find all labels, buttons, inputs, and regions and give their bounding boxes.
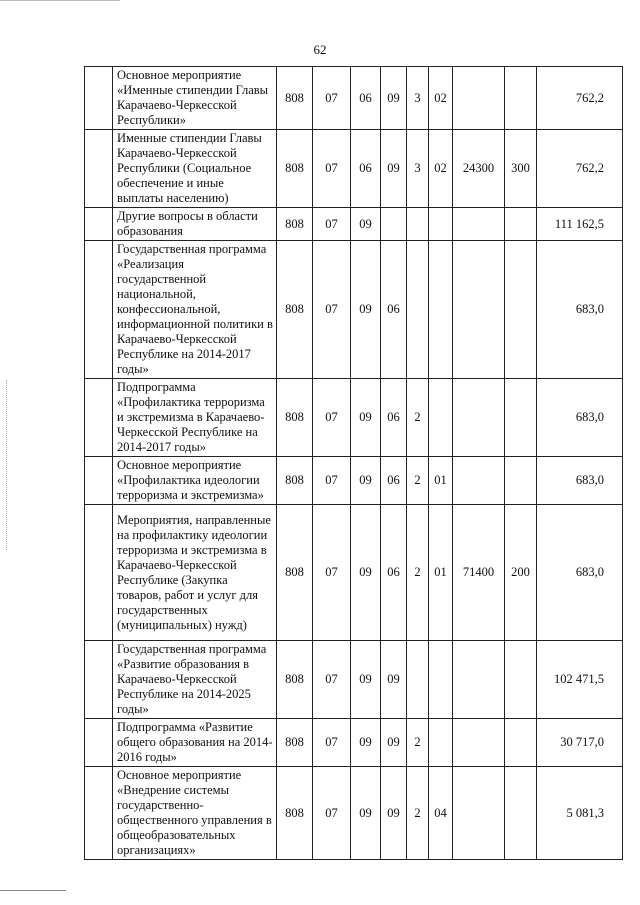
expense-type-cell <box>505 767 537 860</box>
section-code-cell: 07 <box>313 241 351 379</box>
activity-code-cell <box>429 719 453 767</box>
subsection-code-cell: 06 <box>351 67 381 130</box>
row-number-cell <box>85 719 113 767</box>
amount-cell: 30 717,0 <box>537 719 623 767</box>
subsection-code-cell: 09 <box>351 719 381 767</box>
description-cell: Другие вопросы в области образования <box>113 208 277 241</box>
expense-type-cell <box>505 241 537 379</box>
subprogram-code-cell: 2 <box>407 719 429 767</box>
expense-type-cell: 200 <box>505 505 537 641</box>
ministry-code-cell: 808 <box>277 67 313 130</box>
ministry-code-cell: 808 <box>277 719 313 767</box>
row-number-cell <box>85 767 113 860</box>
program-code-cell <box>381 208 407 241</box>
activity-code-cell: 02 <box>429 67 453 130</box>
amount-cell: 5 081,3 <box>537 767 623 860</box>
amount-cell: 111 162,5 <box>537 208 623 241</box>
subsection-code-cell: 09 <box>351 457 381 505</box>
amount-cell: 102 471,5 <box>537 641 623 719</box>
program-code-cell: 09 <box>381 67 407 130</box>
subprogram-code-cell: 3 <box>407 67 429 130</box>
activity-code-cell: 04 <box>429 767 453 860</box>
section-code-cell: 07 <box>313 457 351 505</box>
ministry-code-cell: 808 <box>277 767 313 860</box>
program-code-cell: 06 <box>381 241 407 379</box>
row-number-cell <box>85 505 113 641</box>
amount-cell: 683,0 <box>537 505 623 641</box>
subsection-code-cell: 09 <box>351 767 381 860</box>
description-cell: Государственная программа «Развитие образования в Карачаево-Черкесской Республике на 2014-2025 годы» <box>113 641 277 719</box>
expense-type-cell <box>505 641 537 719</box>
activity-code-cell <box>429 641 453 719</box>
ministry-code-cell: 808 <box>277 130 313 208</box>
row-number-cell <box>85 130 113 208</box>
expense-type-cell: 300 <box>505 130 537 208</box>
table-row <box>85 719 623 767</box>
activity-code-cell <box>429 379 453 457</box>
direction-code-cell <box>453 67 505 130</box>
table-row <box>85 641 623 719</box>
description-cell: Основное мероприятие «Внедрение системы государственно-общественного управления в общеобразовательных организациях» <box>113 767 277 860</box>
subprogram-code-cell: 2 <box>407 457 429 505</box>
scan-edge-mark <box>0 890 66 891</box>
table-row <box>85 67 623 130</box>
activity-code-cell <box>429 241 453 379</box>
table-row <box>85 767 623 860</box>
subprogram-code-cell <box>407 241 429 379</box>
direction-code-cell: 71400 <box>453 505 505 641</box>
section-code-cell: 07 <box>313 505 351 641</box>
program-code-cell: 09 <box>381 767 407 860</box>
description-cell: Мероприятия, направленные на профилактику идеологии терроризма и экстремизма в Карачаево-Черкесской Республике (Закупка товаров, работ и услуг для государственных (муниципальных) нужд) <box>113 505 277 641</box>
table-row <box>85 130 623 208</box>
program-code-cell: 06 <box>381 379 407 457</box>
program-code-cell: 09 <box>381 641 407 719</box>
subprogram-code-cell: 2 <box>407 379 429 457</box>
table-row <box>85 241 623 379</box>
row-number-cell <box>85 67 113 130</box>
description-cell: Основное мероприятие «Профилактика идеологии терроризма и экстремизма» <box>113 457 277 505</box>
row-number-cell <box>85 241 113 379</box>
ministry-code-cell: 808 <box>277 208 313 241</box>
program-code-cell: 09 <box>381 719 407 767</box>
ministry-code-cell: 808 <box>277 505 313 641</box>
subsection-code-cell: 09 <box>351 379 381 457</box>
table-row <box>85 457 623 505</box>
page-number: 62 <box>313 42 327 57</box>
direction-code-cell <box>453 208 505 241</box>
direction-code-cell <box>453 719 505 767</box>
subprogram-code-cell: 3 <box>407 130 429 208</box>
budget-table <box>84 66 623 860</box>
activity-code-cell: 01 <box>429 457 453 505</box>
description-cell: Государственная программа «Реализация государственной национальной, конфессиональной, информационной политики в Карачаево-Черкесской Республике на 2014-2017 годы» <box>113 241 277 379</box>
amount-cell: 683,0 <box>537 379 623 457</box>
program-code-cell: 09 <box>381 130 407 208</box>
section-code-cell: 07 <box>313 767 351 860</box>
subprogram-code-cell: 2 <box>407 767 429 860</box>
direction-code-cell: 24300 <box>453 130 505 208</box>
row-number-cell <box>85 641 113 719</box>
table-row <box>85 505 623 641</box>
subprogram-code-cell: 2 <box>407 505 429 641</box>
subsection-code-cell: 06 <box>351 130 381 208</box>
section-code-cell: 07 <box>313 379 351 457</box>
activity-code-cell: 02 <box>429 130 453 208</box>
description-cell: Именные стипендии Главы Карачаево-Черкесской Республики (Социальное обеспечение и иные выплаты населению) <box>113 130 277 208</box>
scan-edge-mark <box>6 380 8 550</box>
subsection-code-cell: 09 <box>351 641 381 719</box>
section-code-cell: 07 <box>313 208 351 241</box>
ministry-code-cell: 808 <box>277 379 313 457</box>
section-code-cell: 07 <box>313 719 351 767</box>
amount-cell: 762,2 <box>537 130 623 208</box>
scan-edge-mark <box>0 0 120 7</box>
expense-type-cell <box>505 208 537 241</box>
expense-type-cell <box>505 719 537 767</box>
subprogram-code-cell <box>407 208 429 241</box>
ministry-code-cell: 808 <box>277 241 313 379</box>
direction-code-cell <box>453 641 505 719</box>
subsection-code-cell: 09 <box>351 505 381 641</box>
program-code-cell: 06 <box>381 505 407 641</box>
row-number-cell <box>85 208 113 241</box>
table-body <box>85 67 623 860</box>
amount-cell: 683,0 <box>537 457 623 505</box>
description-cell: Основное мероприятие «Именные стипендии Главы Карачаево-Черкесской Республики» <box>113 67 277 130</box>
activity-code-cell: 01 <box>429 505 453 641</box>
subsection-code-cell: 09 <box>351 241 381 379</box>
expense-type-cell <box>505 67 537 130</box>
table-row <box>85 379 623 457</box>
expense-type-cell <box>505 457 537 505</box>
description-cell: Подпрограмма «Развитие общего образования на 2014-2016 годы» <box>113 719 277 767</box>
amount-cell: 683,0 <box>537 241 623 379</box>
table-row <box>85 208 623 241</box>
ministry-code-cell: 808 <box>277 641 313 719</box>
row-number-cell <box>85 457 113 505</box>
row-number-cell <box>85 379 113 457</box>
program-code-cell: 06 <box>381 457 407 505</box>
subprogram-code-cell <box>407 641 429 719</box>
subsection-code-cell: 09 <box>351 208 381 241</box>
direction-code-cell <box>453 457 505 505</box>
section-code-cell: 07 <box>313 67 351 130</box>
description-cell: Подпрограмма «Профилактика терроризма и экстремизма в Карачаево-Черкесской Республике на 2014-2017 годы» <box>113 379 277 457</box>
direction-code-cell <box>453 379 505 457</box>
section-code-cell: 07 <box>313 130 351 208</box>
amount-cell: 762,2 <box>537 67 623 130</box>
activity-code-cell <box>429 208 453 241</box>
ministry-code-cell: 808 <box>277 457 313 505</box>
direction-code-cell <box>453 767 505 860</box>
section-code-cell: 07 <box>313 641 351 719</box>
direction-code-cell <box>453 241 505 379</box>
expense-type-cell <box>505 379 537 457</box>
